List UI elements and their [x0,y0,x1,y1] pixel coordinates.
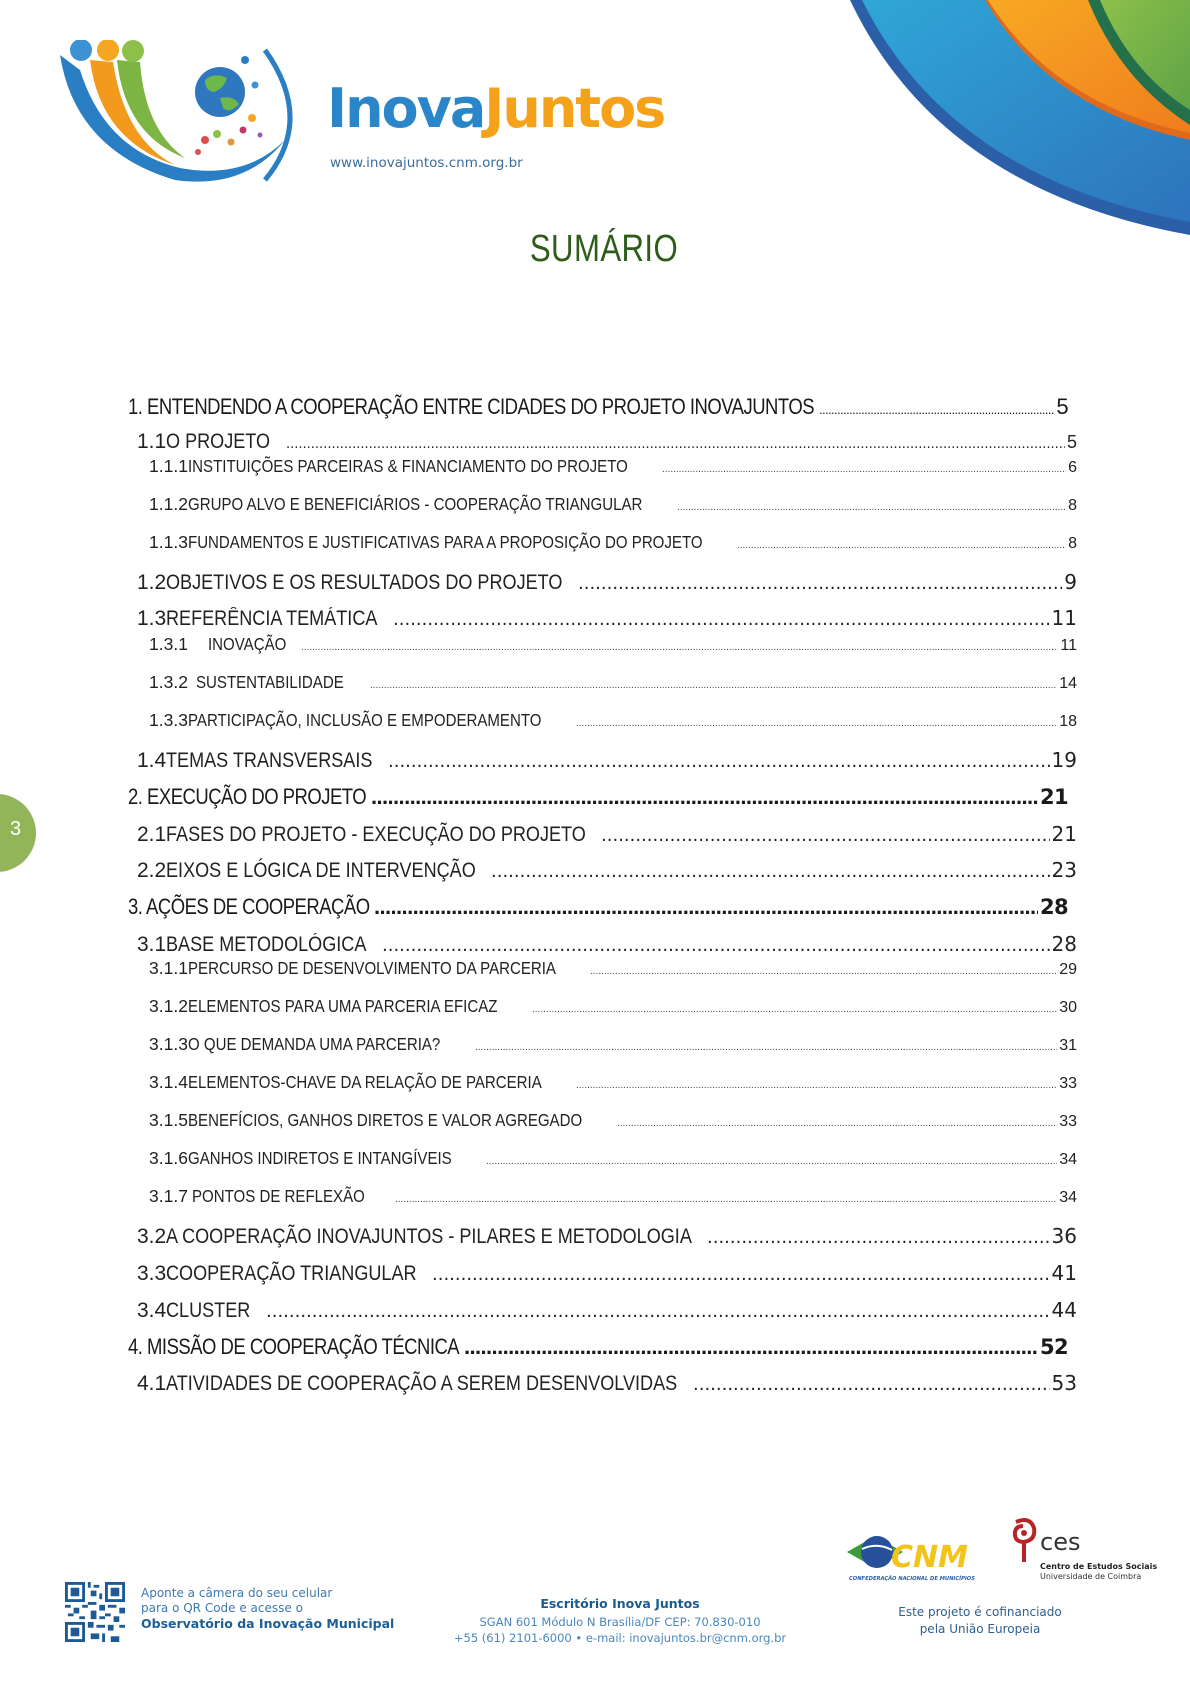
logo-wordmark [327,77,665,140]
toc-entry-page: 5 [1066,432,1077,452]
toc-entry[interactable] [137,822,1077,847]
toc-entry-number: 1.3 [137,607,167,630]
toc-entry-number: 3.1.1 [149,958,188,978]
toc-entry-number: 1.1.1 [149,456,188,476]
toc-entry-title: AÇÕES DE COOPERAÇÃO [146,894,370,919]
cnm-logo-text: CNM [891,1540,968,1575]
toc-entry-title: CLUSTER [166,1299,251,1322]
toc-entry-title: GANHOS INDIRETOS E INTANGÍVEIS [187,1148,452,1168]
ces-subtitle [1040,1562,1157,1582]
qr-caption-link[interactable]: Observatório da Inovação Municipal [141,1616,395,1631]
toc-entry-number: 3. [128,894,143,919]
toc-entry[interactable] [137,494,1077,515]
toc-entry-label [137,571,576,595]
toc-entry[interactable] [137,672,1077,693]
toc-leader-dots [486,1156,1057,1167]
toc-leader-dots [395,1194,1057,1205]
eu-line-1: Este projeto é cofinanciado [898,1605,1062,1619]
toc-entry-number: 3.1.2 [149,996,188,1016]
toc-entry-label [128,394,817,420]
toc-entry-title: O PROJETO [166,430,271,453]
toc-entry-label [137,1299,264,1323]
toc-entry-number: 4. [128,1334,143,1359]
toc-entry-label [149,456,660,477]
qr-caption-line-1: Aponte a câmera do seu celular [141,1586,333,1600]
toc-entry-page: 41 [1051,1261,1077,1285]
toc-entry[interactable] [137,932,1077,957]
logo-people-globe-icon [55,40,305,190]
toc-entry-title: O QUE DEMANDA UMA PARCERIA? [187,1034,441,1054]
toc-entry[interactable] [137,996,1077,1017]
toc-entry[interactable] [137,1186,1077,1207]
toc-entry-label [149,1034,473,1055]
toc-entry-title: PONTOS DE REFLEXÃO [192,1186,365,1206]
toc-entry-title: ELEMENTOS PARA UMA PARCERIA EFICAZ [187,996,498,1016]
toc-leader-dots [464,1334,1038,1360]
toc-entry[interactable] [137,570,1077,595]
toc-entry-number: 1.2 [137,571,167,594]
toc-entry-label [137,1262,430,1286]
ces-line-2: Universidade de Coimbra [1040,1572,1142,1581]
toc-entry-page: 33 [1059,1075,1077,1092]
toc-entry-label [128,784,369,810]
toc-entry-label [137,859,489,883]
toc-leader-dots [393,609,1050,630]
toc-leader-dots [677,502,1066,513]
office-contact: +55 (61) 2101-6000 • e-mail: inovajuntos.br@cnm.org.br [453,1631,787,1645]
toc-entry[interactable] [128,394,1068,420]
toc-entry[interactable] [137,532,1077,553]
toc-entry-label [137,1372,691,1396]
toc-entry-number: 3.3 [137,1262,167,1285]
toc-entry[interactable] [137,1224,1077,1249]
toc-entry-number: 2.2 [137,859,167,882]
toc-entry-label [149,710,574,731]
toc-entry-number: 3.1.4 [149,1072,188,1092]
toc-entry[interactable] [137,958,1077,979]
toc-entry[interactable] [137,748,1077,773]
eu-cofinancing-note [870,1604,1090,1638]
toc-entry-label [137,823,599,847]
eu-line-2: pela União Europeia [919,1622,1041,1636]
toc-leader-dots [601,825,1050,846]
toc-entry-label [128,1334,462,1360]
toc-entry-number: 4.1 [137,1372,167,1395]
toc-entry-number: 3.1.6 [149,1148,188,1168]
page-number-tab [0,794,36,872]
toc-entry-title: INSTITUIÇÕES PARCEIRAS & FINANCIAMENTO DO PROJETO [187,456,628,476]
toc-entry-page: 23 [1051,858,1077,882]
toc-entry[interactable] [137,606,1077,631]
toc-entry-title: PERCURSO DE DESENVOLVIMENTO DA PARCERIA [187,958,556,978]
toc-entry-page: 11 [1051,606,1077,630]
toc-entry-page: 33 [1059,1113,1077,1130]
toc-entry-page: 29 [1059,961,1077,978]
toc-entry-title: EIXOS E LÓGICA DE INTERVENÇÃO [166,859,476,882]
toc-leader-dots [286,437,1065,452]
logo-word-juntos: Juntos [484,77,665,140]
toc-entry-title: INOVAÇÃO [207,634,287,654]
toc-entry-title: EXECUÇÃO DO PROJETO [147,784,367,809]
toc-leader-dots [707,1227,1050,1248]
toc-leader-dots [371,784,1038,810]
qr-code-icon[interactable] [65,1582,125,1642]
qr-caption-line-2: para o QR Code e acesse o [141,1601,303,1615]
ces-mark-icon [1010,1518,1040,1564]
toc-entry-number: 3.1.3 [149,1034,188,1054]
toc-entry-label [149,1186,393,1207]
toc-entry-page: 53 [1051,1371,1077,1395]
toc-entry-page: 52 [1039,1335,1068,1359]
toc-leader-dots [662,464,1066,475]
toc-entry-page: 9 [1064,570,1077,594]
toc-leader-dots [737,540,1066,551]
cnm-logo [847,1530,977,1586]
toc-entry-page: 31 [1059,1037,1077,1054]
page-number: 3 [10,818,22,840]
toc-entry-page: 36 [1051,1224,1077,1248]
corner-swoosh-decoration [770,0,1190,260]
toc-entry-title: TEMAS TRANSVERSAIS [166,749,373,772]
toc-entry-page: 30 [1059,999,1077,1016]
toc-entry-number: 1.1 [137,430,167,453]
toc-entry-number: 3.2 [137,1225,167,1248]
ces-logo [1010,1518,1158,1588]
toc-entry-number: 2.1 [137,823,167,846]
toc-leader-dots [576,718,1057,729]
toc-leader-dots [388,751,1050,772]
toc-entry-title: BENEFÍCIOS, GANHOS DIRETOS E VALOR AGREGADO [187,1110,583,1130]
toc-entry-label [149,1110,615,1131]
toc-entry-title: GRUPO ALVO E BENEFICIÁRIOS - COOPERAÇÃO TRIANGULAR [187,494,643,514]
cnm-logo-subtitle: CONFEDERAÇÃO NACIONAL DE MUNICÍPIOS [849,1576,975,1582]
toc-entry-page: 5 [1056,394,1068,419]
toc-entry[interactable] [137,710,1077,731]
toc-entry-number: 1. [128,394,143,419]
toc-entry[interactable] [128,784,1068,810]
toc-entry-title: FASES DO PROJETO - EXECUÇÃO DO PROJETO [166,823,587,846]
toc-entry-page: 28 [1051,932,1077,956]
toc-entry-number: 3.4 [137,1299,167,1322]
toc-leader-dots [382,935,1050,956]
footer [0,1500,1190,1683]
toc-entry-label [149,958,588,979]
toc-entry-page: 18 [1059,713,1077,730]
toc-leader-dots [432,1264,1050,1285]
toc-entry-title: MISSÃO DE COOPERAÇÃO TÉCNICA [147,1334,460,1359]
toc-entry-label [128,894,372,920]
toc-entry-label [137,1225,705,1249]
ces-line-1: Centro de Estudos Sociais [1040,1562,1158,1571]
logo-word-inova: Inova [327,77,485,140]
toc-entry-label [137,749,386,773]
toc-entry[interactable] [137,634,1077,655]
toc-entry-label [149,672,368,693]
toc-leader-dots [491,861,1050,882]
toc-entry-page: 8 [1068,497,1077,514]
toc-entry-label [137,607,391,631]
toc-entry-label [149,1072,574,1093]
toc-entry[interactable] [128,894,1068,920]
toc-entry-page: 34 [1059,1189,1077,1206]
toc-leader-dots [370,680,1057,691]
toc-entry-title: PARTICIPAÇÃO, INCLUSÃO E EMPODERAMENTO [187,710,542,730]
toc-entry-number: 1.4 [137,749,167,772]
toc-entry[interactable] [137,1034,1077,1055]
toc-entry-title: OBJETIVOS E OS RESULTADOS DO PROJETO [166,571,563,594]
toc-entry-title: BASE METODOLÓGICA [166,933,367,956]
toc-entry-label [149,494,675,515]
toc-entry[interactable] [128,1334,1068,1360]
toc-entry-number: 1.3.3 [149,710,188,730]
toc-entry-title: ATIVIDADES DE COOPERAÇÃO A SEREM DESENVOLVIDAS [166,1372,678,1395]
toc-entry-label [137,430,284,454]
toc-entry-number: 1.3.2 [149,672,188,692]
toc-leader-dots [532,1004,1057,1015]
toc-entry[interactable] [137,1371,1077,1396]
toc-entry-page: 8 [1068,535,1077,552]
toc-entry-title: ENTENDENDO A COOPERAÇÃO ENTRE CIDADES DO PROJETO INOVAJUNTOS [147,394,815,419]
toc-entry-title: FUNDAMENTOS E JUSTIFICATIVAS PARA A PROPOSIÇÃO DO PROJETO [187,532,703,552]
toc-entry-page: 34 [1059,1151,1077,1168]
toc-entry[interactable] [137,1261,1077,1286]
toc-entry-label [149,532,735,553]
toc-entry-page: 44 [1051,1298,1077,1322]
toc-entry[interactable] [137,858,1077,883]
office-address: SGAN 601 Módulo N Brasília/DF CEP: 70.830-010 [479,1615,761,1629]
toc-entry-title: ELEMENTOS-CHAVE DA RELAÇÃO DE PARCERIA [187,1072,542,1092]
toc-entry-number: 3.1.7 [149,1186,188,1206]
logo-url[interactable]: www.inovajuntos.cnm.org.br [330,155,523,171]
toc-entry-page: 21 [1039,785,1068,809]
office-info [430,1596,810,1646]
toc-entry-page: 28 [1039,895,1068,919]
toc-entry-label [149,1148,484,1169]
toc-entry-number: 2. [128,784,143,809]
inovajuntos-logo [55,40,695,190]
toc-entry-page: 21 [1051,822,1077,846]
toc-entry[interactable] [137,1298,1077,1323]
toc-entry-title: REFERÊNCIA TEMÁTICA [166,607,378,630]
toc-entry[interactable] [137,1148,1077,1169]
toc-entry[interactable] [137,456,1077,477]
toc-entry[interactable] [137,1110,1077,1131]
toc-entry-title: COOPERAÇÃO TRIANGULAR [166,1262,417,1285]
toc-entry-page: 11 [1060,637,1077,654]
toc-entry-label [137,933,380,957]
toc-entry-title: A COOPERAÇÃO INOVAJUNTOS - PILARES E METODOLOGIA [166,1225,693,1248]
office-title: Escritório Inova Juntos [540,1596,700,1611]
toc-entry-page: 14 [1059,675,1077,692]
ces-logo-text: ces [1040,1528,1081,1556]
toc-leader-dots [266,1301,1050,1322]
toc-entry-number: 1.3.1 [149,634,188,654]
toc-entry-page: 6 [1068,459,1077,476]
toc-entry-label [149,634,299,655]
toc-leader-dots [475,1042,1057,1053]
toc-leader-dots [576,1080,1057,1091]
toc-leader-dots [301,642,1058,653]
toc-leader-dots [590,966,1057,977]
toc-leader-dots [578,573,1062,594]
toc-leader-dots [819,402,1054,417]
toc-entry-page: 19 [1051,748,1077,772]
toc-entry-title: SUSTENTABILIDADE [196,672,344,692]
toc-entry-number: 3.1.5 [149,1110,188,1130]
toc-entry-label [149,996,530,1017]
toc-entry-number: 3.1 [137,933,167,956]
toc-entry[interactable] [137,430,1077,454]
toc-leader-dots [374,894,1038,920]
toc-entry-number: 1.1.3 [149,532,188,552]
toc-entry-number: 1.1.2 [149,494,188,514]
page-title: SUMÁRIO [529,228,679,270]
toc-entry[interactable] [137,1072,1077,1093]
toc-leader-dots [617,1118,1057,1129]
toc-leader-dots [693,1374,1050,1395]
qr-caption [141,1586,394,1631]
